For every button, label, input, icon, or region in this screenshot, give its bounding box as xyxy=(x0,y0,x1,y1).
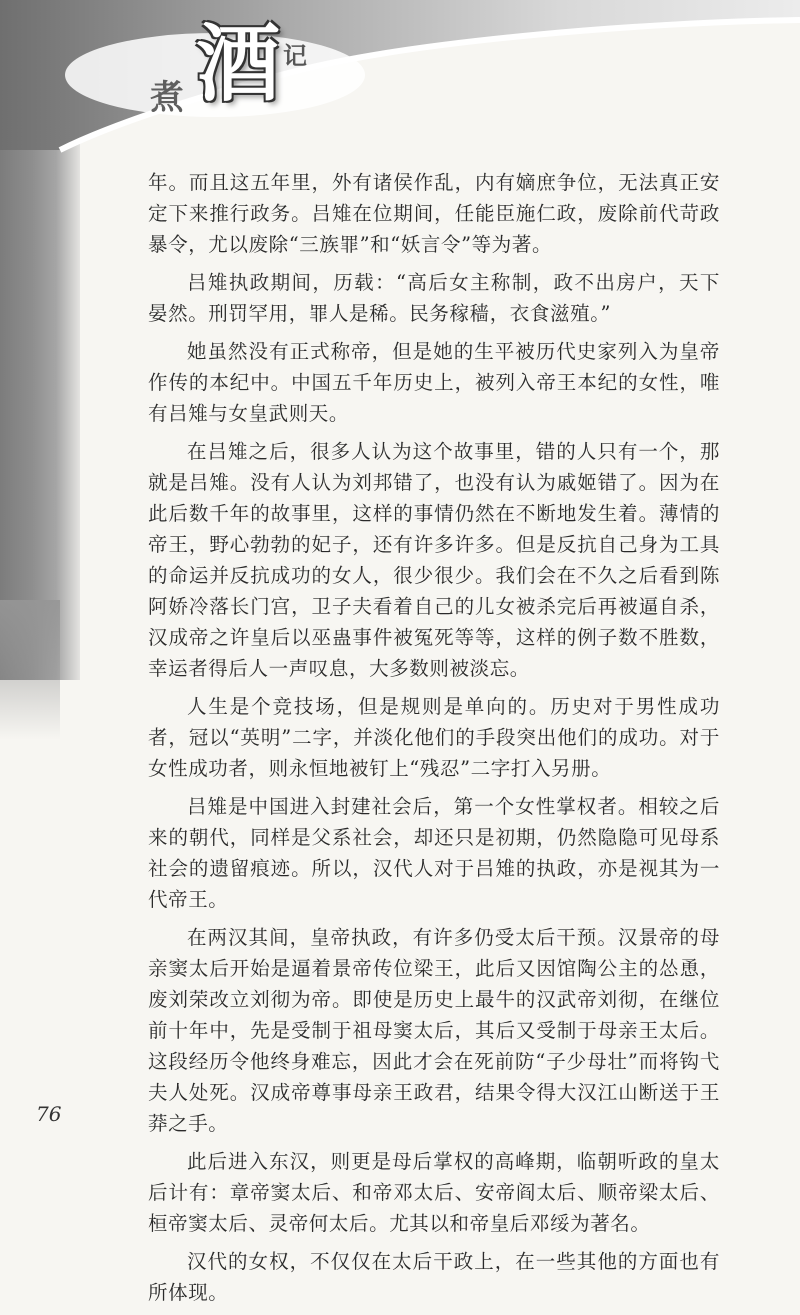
paragraph-1: 年。而且这五年里，外有诸侯作乱，内有嫡庶争位，无法真正安定下来推行政务。吕雉在位期间，任能臣施仁政，废除前代苛政暴令，尤以废除“三族罪”和“妖言令”等为著。 xyxy=(148,171,720,256)
paragraph-9: 汉代的女权，不仅仅在太后干政上，在一些其他的方面也有所体现。 xyxy=(148,1250,720,1304)
header-char-left: 煮 xyxy=(150,78,184,118)
header-char-main: 酒 xyxy=(196,14,281,113)
page-number: 76 xyxy=(36,1102,62,1126)
paragraph-5: 人生是个竞技场，但是规则是单向的。历史对于男性成功者，冠以“英明”二字，并淡化他们的手段突出他们的成功。对于女性成功者，则永恒地被钉上“残忍”二字打入另册。 xyxy=(148,695,720,780)
paragraph-3: 她虽然没有正式称帝，但是她的生平被历代史家列入为皇帝作传的本纪中。中国五千年历史上，被列入帝王本纪的女性，唯有吕雉与女皇武则天。 xyxy=(148,340,720,425)
paragraph-6: 吕雉是中国进入封建社会后，第一个女性掌权者。相较之后来的朝代，同样是父系社会，却还只是初期，仍然隐隐可见母系社会的遗留痕迹。所以，汉代人对于吕雉的执政，亦是视其为一代帝王。 xyxy=(148,795,720,911)
header-char-right: 记 xyxy=(283,41,307,70)
paragraph-7: 在两汉其间，皇帝执政，有许多仍受太后干预。汉景帝的母亲窦太后开始是逼着景帝传位梁王，此后又因馆陶公主的怂恿，废刘荣改立刘彻为帝。即使是历史上最牛的汉武帝刘彻，在继位前十年中，先是受制于祖母窦太后，其后又受制于母亲王太后。这段经历令他终身难忘，因此才会在死前防“子少母壮”而将钩弋夫人处死。汉成帝尊事母亲王政君，结果令得大汉江山断送于王莽之手。 xyxy=(148,926,720,1135)
header-banner xyxy=(0,0,800,170)
paragraph-2: 吕雉执政期间，历载：“高后女主称制，政不出房户，天下晏然。刑罚罕用，罪人是稀。民务稼穑，衣食滋殖。” xyxy=(148,271,720,325)
side-decoration-strip xyxy=(0,120,80,680)
paragraph-8: 此后进入东汉，则更是母后掌权的高峰期，临朝听政的皇太后计有：章帝窦太后、和帝邓太后、安帝阎太后、顺帝梁太后、桓帝窦太后、灵帝何太后。尤其以和帝皇后邓绥为著名。 xyxy=(148,1150,720,1235)
body-text xyxy=(148,167,720,1315)
paragraph-4: 在吕雉之后，很多人认为这个故事里，错的人只有一个，那就是吕雉。没有人认为刘邦错了，也没有认为戚姬错了。因为在此后数千年的故事里，这样的事情仍然在不断地发生着。薄情的帝王，野心勃勃的妃子，还有许多许多。但是反抗自己身为工具的命运并反抗成功的女人，很少很少。我们会在不久之后看到陈阿娇冷落长门宫，卫子夫看着自己的儿女被杀完后再被逼自杀，汉成帝之许皇后以巫蛊事件被冤死等等，这样的例子数不胜数，幸运者得后人一声叹息，大多数则被淡忘。 xyxy=(148,440,720,680)
side-decoration-fade xyxy=(0,600,60,740)
